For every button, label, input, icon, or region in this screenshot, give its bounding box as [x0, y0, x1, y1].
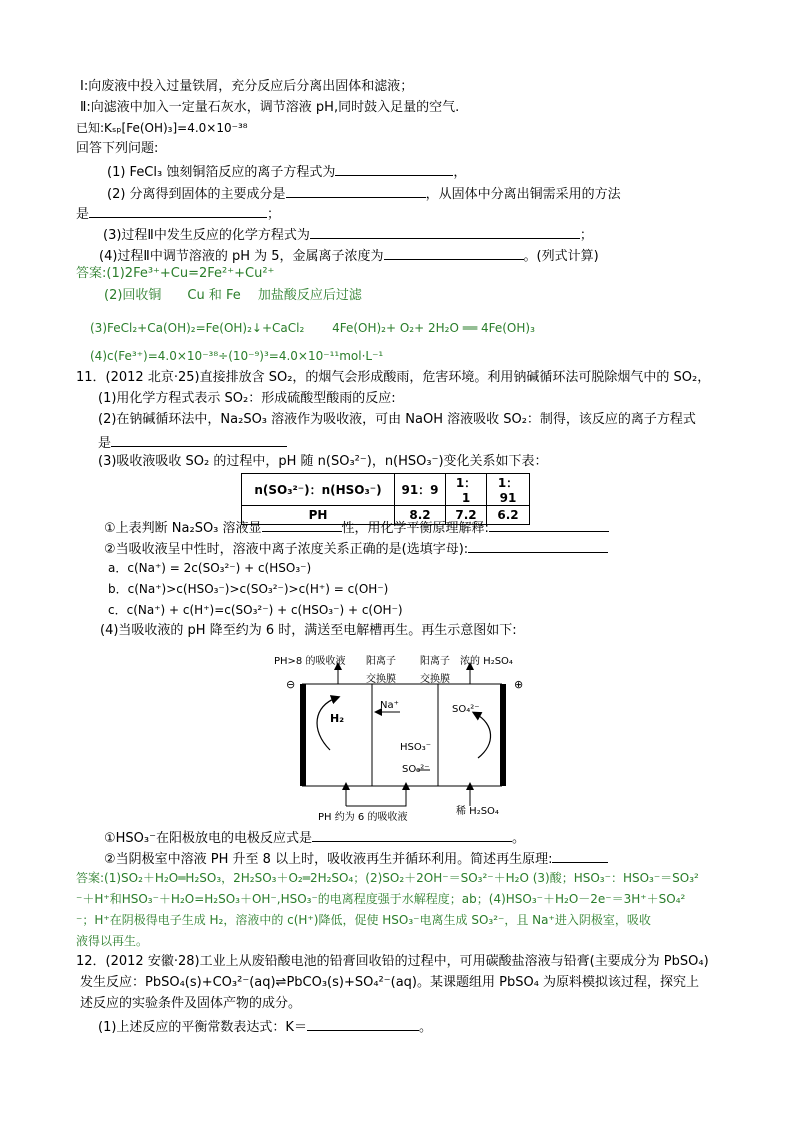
- label-so3: SO₃²⁻: [402, 764, 430, 775]
- diagram-svg: [270, 646, 540, 822]
- question-12-head: 12．(2012 安徽·28)工业上从废铅酸电池的铅膏回收铅的过程中，可用碳酸盐溶液与铅膏(主要成分为 PbSO₄): [76, 954, 709, 969]
- answer-3: (3)FeCl₂+Ca(OH)₂=Fe(OH)₂↓+CaCl₂ 4Fe(OH)₂+ O₂+ 2H₂O ══ 4Fe(OH)₃: [90, 321, 535, 335]
- text-line: Ⅱ:向滤液中加入一定量石灰水，调节溶液 pH,同时鼓入足量的空气.: [80, 100, 460, 115]
- minus-icon: ⊖: [286, 678, 296, 691]
- text-line: 是: [98, 432, 287, 453]
- text-line: 发生反应：PbSO₄(s)+CO₃²⁻(aq)⇌PbCO₃(s)+SO₄²⁻(aq)。某课题组用 PbSO₄ 为原料模拟该过程，探究上: [80, 975, 700, 990]
- label-na: Na⁺: [380, 700, 399, 711]
- text-line: ①上表判断 Na₂SO₃ 溶液显 性，用化学平衡原理解释:: [104, 517, 609, 538]
- table-cell: 7.2: [446, 506, 487, 525]
- question-2: (2) 分离得到固体的主要成分是 ，从固体中分离出铜需采用的方法: [107, 183, 621, 204]
- table-cell: 6.2: [487, 506, 530, 525]
- text-line: ②当吸收液呈中性时，溶液中离子浓度关系正确的是(选填字母):: [104, 538, 608, 559]
- option-a: a．c(Na⁺) = 2c(SO₃²⁻) + c(HSO₃⁻): [108, 561, 312, 575]
- text-line: (2)在钠碱循环法中，Na₂SO₃ 溶液作为吸收液，可由 NaOH 溶液吸收 SO₂：制得，该反应的离子方程式: [98, 412, 696, 427]
- anode-plate: [500, 684, 506, 786]
- table-cell: n(SO₃²⁻)：n(HSO₃⁻): [242, 474, 395, 506]
- label-ph8: PH>8 的吸收液: [274, 656, 346, 667]
- option-b: b．c(Na⁺)>c(HSO₃⁻)>c(SO₃²⁻)>c(H⁺) = c(OH⁻): [108, 582, 389, 596]
- label-membrane-2b: 交换膜: [420, 674, 450, 685]
- label-dilute-h2so4: 稀 H₂SO₄: [456, 806, 499, 817]
- text-line: ①HSO₃⁻在阳极放电的电极反应式是 。: [104, 827, 525, 848]
- answer-2: (2)回收铜 Cu 和 Fe 加盐酸反应后过滤: [104, 288, 362, 303]
- table-cell: 8.2: [395, 506, 446, 525]
- table-row: [242, 474, 530, 506]
- text-line: 已知:Kₛₚ[Fe(OH)₃]=4.0×10⁻³⁸: [76, 121, 248, 135]
- text-line: ②当阴极室中溶液 PH 升至 8 以上时，吸收液再生并循环利用。简述再生原理:: [104, 848, 608, 869]
- text-line: (1)用化学方程式表示 SO₂：形成硫酸型酸雨的反应:: [98, 391, 396, 406]
- electrolysis-diagram: [270, 646, 540, 822]
- question-2-cont: 是 ；: [76, 203, 280, 224]
- text-line: 回答下列问题:: [76, 141, 159, 156]
- label-membrane-2: 阳离子: [420, 656, 450, 667]
- question-11-head: 11．(2012 北京·25)直接排放含 SO₂，的烟气会形成酸雨，危害环境。利用钠碱循环法可脱除烟气中的 SO₂，: [76, 370, 711, 385]
- answer-11-cont: ⁻＋H⁺和HSO₃⁻＋H₂O=H₂SO₃＋OH⁻,HSO₃⁻的电离程度强于水解程度；ab；(4)HSO₃⁻＋H₂O－2e⁻＝3H⁺＋SO₄²: [76, 892, 686, 906]
- question-1: (1) FeCl₃ 蚀刻铜箔反应的离子方程式为 ，: [107, 161, 466, 182]
- answer-1: 答案:(1)2Fe³⁺+Cu=2Fe²⁺+Cu²⁺: [76, 266, 275, 281]
- label-membrane-1: 阳离子: [366, 656, 396, 667]
- option-c: c．c(Na⁺) + c(H⁺)=c(SO₃²⁻) + c(HSO₃⁻) + c(OH⁻): [108, 603, 403, 617]
- cathode-plate: [300, 684, 306, 786]
- text-line: (1)上述反应的平衡常数表达式：K＝ 。: [98, 1016, 432, 1037]
- answer-11-cont: 液得以再生。: [76, 934, 149, 948]
- label-conc-h2so4: 浓的 H₂SO₄: [460, 656, 513, 667]
- answer-4: (4)c(Fe³⁺)=4.0×10⁻³⁸÷(10⁻⁹)³=4.0×10⁻¹¹mol·L⁻¹: [90, 349, 384, 363]
- table-cell: 91：9: [395, 474, 446, 506]
- table-cell: 1：91: [487, 474, 530, 506]
- answer-11-cont: ⁻；H⁺在阴极得电子生成 H₂，溶液中的 c(H⁺)降低，促使 HSO₃⁻电离生成 SO₃²⁻，且 Na⁺进入阴极室，吸收: [76, 913, 651, 927]
- label-h2: H₂: [330, 712, 345, 725]
- label-hso3: HSO₃⁻: [400, 742, 432, 753]
- table-cell: 1：1: [446, 474, 487, 506]
- plus-icon: ⊕: [514, 678, 524, 691]
- text-line: Ⅰ:向废液中投入过量铁屑，充分反应后分离出固体和滤液；: [80, 79, 414, 94]
- table-cell: PH: [242, 506, 395, 525]
- question-3: (3)过程Ⅱ中发生反应的化学方程式为 ；: [103, 224, 593, 245]
- text-line: 述反应的实验条件及固体产物的成分。: [80, 996, 302, 1011]
- label-membrane-1b: 交换膜: [366, 674, 396, 685]
- text-line: (3)吸收液吸收 SO₂ 的过程中，pH 随 n(SO₃²⁻)，n(HSO₃⁻)变化关系如下表：: [98, 454, 548, 469]
- label-ph6: PH 约为 6 的吸收液: [318, 812, 408, 823]
- question-4: (4)过程Ⅱ中调节溶液的 pH 为 5，金属离子浓度为 。(列式计算): [99, 245, 599, 266]
- answer-11: 答案:(1)SO₂＋H₂O═H₂SO₃，2H₂SO₃＋O₂═2H₂SO₄；(2)SO₂＋2OH⁻＝SO₃²⁻＋H₂O (3)酸；HSO₃⁻：HSO₃⁻＝SO₃²: [76, 871, 699, 885]
- label-so4: SO₄²⁻: [452, 704, 480, 715]
- text-line: (4)当吸收液的 pH 降至约为 6 时，满送至电解槽再生。再生示意图如下:: [100, 623, 517, 638]
